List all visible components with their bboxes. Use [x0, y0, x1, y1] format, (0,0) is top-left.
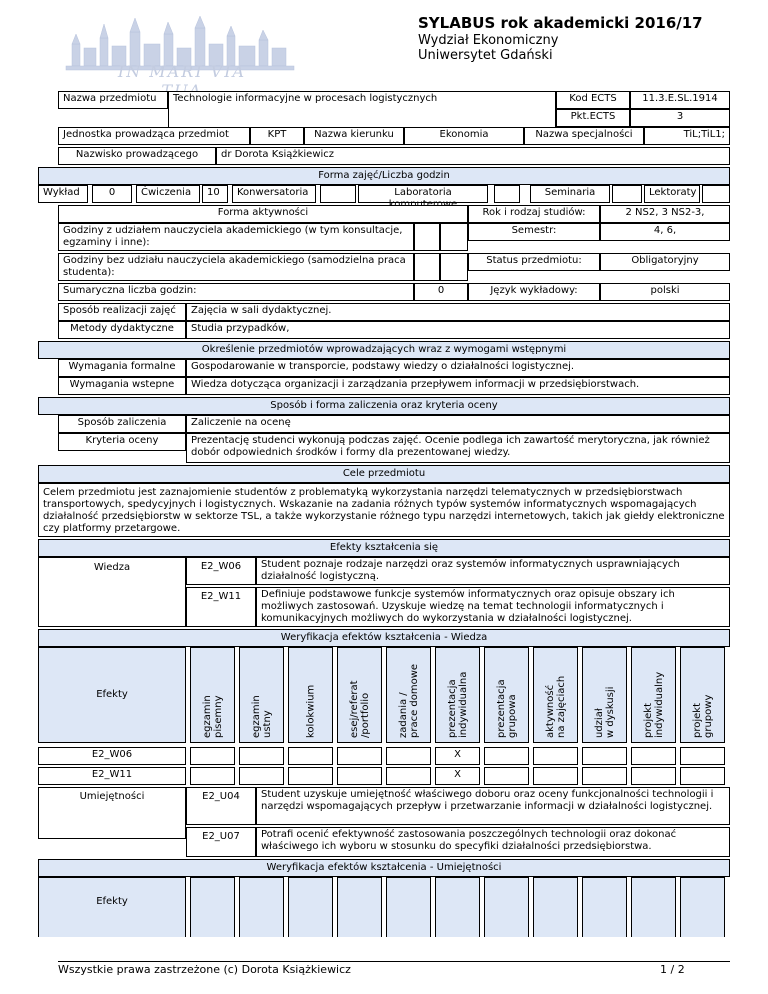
verification-cell [582, 747, 627, 765]
initial-req-label: Wymagania wstepne [58, 377, 186, 395]
verification-cell [680, 747, 725, 765]
verification-column-header [190, 647, 235, 743]
university-name: Uniwersytet Gdański [418, 48, 553, 63]
verification-column-label: zadania / prace domowe [397, 663, 420, 738]
conversatory-value [320, 185, 356, 203]
verification-cell [533, 747, 578, 765]
assessment-method-value: Zaliczenie na ocenę [186, 415, 730, 433]
self-study-hours-label: Godziny bez udziału nauczyciela akademickiego (samodzielna praca studenta): [58, 253, 414, 281]
verification-cell [631, 747, 676, 765]
verification-column-header [484, 647, 529, 743]
sum-hours-value: 0 [414, 283, 468, 301]
skills-label: Umiejętności [38, 787, 186, 839]
logo-motto: IN MARI VIA [117, 62, 247, 81]
footer-copyright: Wszystkie prawa zastrzeżone (c) Dorota Książkiewicz [58, 963, 351, 976]
verification-cell [190, 767, 235, 785]
lecturer-label: Nazwisko prowadzącego [58, 147, 216, 165]
verification-cell [386, 747, 431, 765]
verification-skills-column [582, 877, 627, 937]
verification-column-label: udział w dyskusji [593, 686, 616, 738]
sum-hours-label: Sumaryczna liczba godzin: [58, 283, 414, 301]
verification-cell [484, 747, 529, 765]
lectorate-value [702, 185, 730, 203]
seminar-value [612, 185, 642, 203]
course-name-value: Technologie informacyjne w procesach logistycznych [168, 91, 556, 130]
year-value: 2 NS2, 3 NS2-3, [600, 205, 730, 223]
goals-title: Cele przedmiotu [38, 465, 730, 483]
verification-column-header [435, 647, 480, 743]
verification-knowledge-title: Weryfikacja efektów kształcenia - Wiedza [38, 629, 730, 647]
language-label: Język wykładowy: [468, 283, 600, 301]
university-logo [62, 14, 302, 84]
formal-req-value: Gospodarowanie w transporcie, podstawy wiedzy o działalności logistycznej. [186, 359, 730, 377]
verification-column-label: prezentacja grupowa [495, 679, 518, 738]
lab-label: Laboratoria [358, 185, 488, 203]
effects-label-skills: Efekty [38, 877, 186, 937]
specialty-value: TiL;TiL1; [644, 127, 730, 145]
initial-req-value: Wiedza dotycząca organizacji i zarządzania przepływem informacji w przedsiębiorstwach. [186, 377, 730, 395]
verification-cell [288, 767, 333, 785]
verification-column-label: aktywność na zajęciach [544, 675, 567, 738]
verification-skills-column [680, 877, 725, 937]
k2-code: E2_W11 [186, 587, 256, 627]
verification-cell [582, 767, 627, 785]
ects-points-label: Pkt.ECTS [556, 109, 630, 127]
verification-cell [239, 747, 284, 765]
realization-mode-label: Sposób realizacji zajęć [58, 303, 186, 321]
verification-skills-column [337, 877, 382, 937]
verification-column-label: projekt grupowy [691, 694, 714, 738]
self-study-hours-value-1 [414, 253, 440, 281]
specialty-label: Nazwa specjalności [524, 127, 644, 145]
s1-code: E2_U04 [186, 787, 256, 825]
lecture-value: 0 [92, 185, 132, 203]
verification-column-header [239, 647, 284, 743]
verification-skills-column [190, 877, 235, 937]
verification-column-label: projekt indywidualny [642, 671, 665, 738]
field-label: Nazwa kierunku [304, 127, 404, 145]
verification-column-label: prezentacja indywidualna [446, 671, 469, 738]
verification-column-label: esej/referat /portfolio [348, 680, 371, 738]
goals-text: Celem przedmiotu jest zaznajomienie studentów z problematyką wykorzystania narzędzi telematycznych w przedsiębiorstwach transportowych, spedycyjnych i logistycznych. Wskazanie na zadania różnych typów systemów informatycznych wspomagających działalność przedsiębiorstw w sektorze TSL, a także wykorzystanie różnego typu narzędzi internetowych, takich jak giełdy elektroniczne czy platformy przetargowe. [38, 483, 730, 537]
verification-skills-column [533, 877, 578, 937]
contact-hours-label: Godziny z udziałem nauczyciela akademickiego (w tym konsultacje, egzaminy i inne): [58, 223, 414, 251]
lectorate-label: Lektoraty [644, 185, 700, 203]
exercises-label: Ćwiczenia [136, 185, 200, 203]
unit-value: KPT [250, 127, 304, 145]
language-value: polski [600, 283, 730, 301]
status-value: Obligatoryjny [600, 253, 730, 271]
verification-skills-column [631, 877, 676, 937]
verification-column-header [533, 647, 578, 743]
s1-text: Student uzyskuje umiejętność właściwego doboru oraz oceny funkcjonalności technologii i narzędzi wspomagających przepływ i przetwarzanie informacji w działalności logistycznej. [256, 787, 730, 825]
verification-column-label: egzamin ustny [250, 695, 273, 738]
verification-cell [288, 747, 333, 765]
ects-code-label: Kod ECTS [556, 91, 630, 109]
verification-cell [533, 767, 578, 785]
conversatory-label: Konwersatoria [232, 185, 316, 203]
verification-column-label: kolokwium [305, 684, 316, 738]
lecturer-value: dr Dorota Książkiewicz [216, 147, 730, 165]
criteria-value: Prezentację studenci wykonują podczas zajęć. Ocenie podlega ich zawartość merytoryczna, jak również dobór odpowiednich środków i formy dla prezentowanej wiedzy. [186, 433, 730, 463]
forms-title: Forma zajęć/Liczba godzin [38, 167, 730, 185]
verification-cell [239, 767, 284, 785]
verification-cell [190, 747, 235, 765]
course-name-label: Nazwa przedmiotu [58, 91, 168, 109]
verification-cell [484, 767, 529, 785]
s2-text: Potrafi ocenić efektywność zastosowania poszczególnych technologii oraz dokonać właściwego ich wyboru w stosunku do specyfiki działalności przedsiębiorstwa. [256, 827, 730, 857]
methods-label: Metody dydaktyczne [58, 321, 186, 339]
verification-skills-column [435, 877, 480, 937]
page-title: SYLABUS rok akademicki 2016/17 [418, 14, 703, 32]
effects-label: Efekty [38, 647, 186, 743]
exercises-value: 10 [202, 185, 228, 203]
semester-value: 4, 6, [600, 223, 730, 241]
criteria-label: Kryteria oceny [58, 433, 186, 451]
verification-skills-column [484, 877, 529, 937]
verification-cell: X [435, 767, 480, 785]
field-value: Ekonomia [404, 127, 524, 145]
verification-column-header [337, 647, 382, 743]
k1-text: Student poznaje rodzaje narzędzi oraz systemów informatycznych usprawniających działalność logistyczną. [256, 557, 730, 585]
assessment-method-label: Sposób zaliczenia [58, 415, 186, 433]
verification-skills-column [288, 877, 333, 937]
unit-label: Jednostka prowadząca przedmiot [58, 127, 250, 145]
verification-cell [337, 767, 382, 785]
status-label: Status przedmiotu: [468, 253, 600, 271]
ects-code-value: 11.3.E.SL.1914 [630, 91, 730, 109]
knowledge-label: Wiedza [38, 557, 186, 627]
verification-column-header [386, 647, 431, 743]
verification-column-header [631, 647, 676, 743]
verification-skills-column [239, 877, 284, 937]
verification-column-header [288, 647, 333, 743]
s2-code: E2_U07 [186, 827, 256, 857]
verification-column-label: egzamin pisemny [201, 695, 224, 738]
k1-code: E2_W06 [186, 557, 256, 585]
footer-line [58, 961, 730, 962]
realization-mode-value: Zajęcia w sali dydaktycznej. [186, 303, 730, 321]
verification-row-code: E2_W11 [38, 767, 186, 785]
contact-hours-value-2 [440, 223, 468, 251]
formal-req-label: Wymagania formalne [58, 359, 186, 377]
verification-column-header [680, 647, 725, 743]
lab-value [494, 185, 520, 203]
verification-cell [386, 767, 431, 785]
verification-skills-column [386, 877, 431, 937]
verification-skills-title: Weryfikacja efektów kształcenia - Umiejętności [38, 859, 730, 877]
assessment-title: Sposób i forma zaliczenia oraz kryteria oceny [38, 397, 730, 415]
outcomes-title: Efekty kształcenia się [38, 539, 730, 557]
k2-text: Definiuje podstawowe funkcje systemów informatycznych oraz opisuje obszary ich możliwych zastosowań. Uzyskuje wiedzę na temat technologii informatycznych i komunikacyjnych możliwych do wykorzystania w działalności logistycznej. [256, 587, 730, 627]
footer-page: 1 / 2 [660, 963, 685, 976]
verification-row-code: E2_W06 [38, 747, 186, 765]
semester-label: Semestr: [468, 223, 600, 241]
verification-column-header [582, 647, 627, 743]
faculty-name: Wydział Ekonomiczny [418, 33, 559, 48]
seminar-label: Seminaria [530, 185, 610, 203]
year-label: Rok i rodzaj studiów: [468, 205, 600, 223]
methods-value: Studia przypadków, [186, 321, 730, 339]
prereq-title: Określenie przedmiotów wprowadzających wraz z wymogami wstępnymi [38, 341, 730, 359]
verification-cell: X [435, 747, 480, 765]
verification-cell [631, 767, 676, 785]
verification-cell [337, 747, 382, 765]
ects-points-value: 3 [630, 109, 730, 127]
self-study-hours-value-2 [440, 253, 468, 281]
activity-title: Forma aktywności [58, 205, 468, 223]
contact-hours-value-1 [414, 223, 440, 251]
verification-cell [680, 767, 725, 785]
lecture-label: Wykład [38, 185, 88, 203]
